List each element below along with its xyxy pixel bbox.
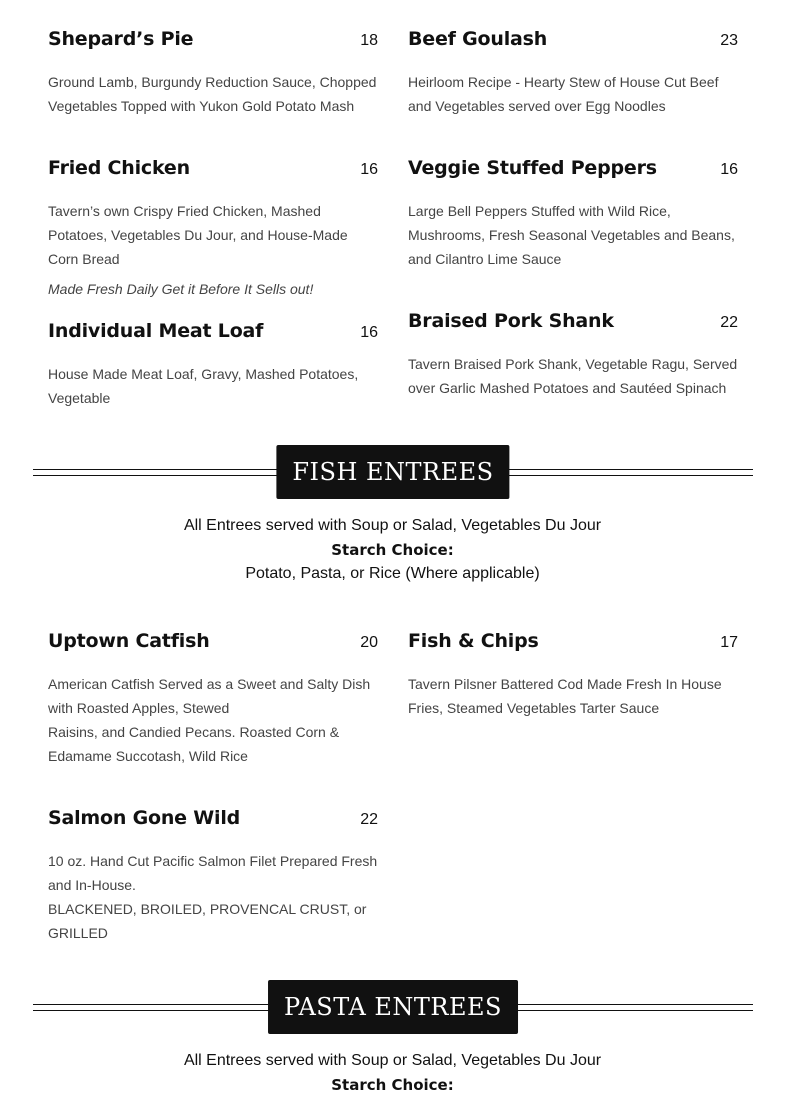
item-description-line: 10 oz. Hand Cut Pacific Salmon Filet Prepared Fresh and In-House. bbox=[48, 853, 378, 893]
menu-item-uptown-catfish bbox=[48, 630, 378, 768]
item-price: 23 bbox=[720, 32, 738, 49]
menu-item-beef-goulash bbox=[408, 28, 738, 118]
item-price: 20 bbox=[360, 634, 378, 651]
item-description bbox=[48, 672, 378, 768]
item-price: 22 bbox=[360, 811, 378, 828]
fish-entrees-header bbox=[33, 445, 753, 499]
section-title: PASTA ENTREES bbox=[268, 980, 518, 1034]
item-description bbox=[408, 199, 738, 271]
item-name: Beef Goulash bbox=[408, 28, 548, 50]
menu-item-shepards-pie bbox=[48, 28, 378, 118]
item-name: Veggie Stuffed Peppers bbox=[408, 157, 657, 179]
item-price: 16 bbox=[720, 161, 738, 178]
starch-choice-label: Starch Choice: bbox=[331, 541, 454, 559]
menu-item-veggie-stuffed-peppers bbox=[408, 157, 738, 271]
item-description-line: Ground Lamb, Burgundy Reduction Sauce, Chopped Vegetables Topped with Yukon Gold Potato Mash bbox=[48, 74, 377, 114]
item-description bbox=[48, 70, 378, 118]
menu-item-fish-and-chips bbox=[408, 630, 738, 720]
menu-item-braised-pork-shank bbox=[408, 310, 738, 400]
item-name: Uptown Catfish bbox=[48, 630, 210, 652]
menu-item-individual-meat-loaf bbox=[48, 320, 378, 410]
item-name: Fried Chicken bbox=[48, 157, 190, 179]
item-description bbox=[48, 362, 378, 410]
item-price: 18 bbox=[360, 32, 378, 49]
item-name: Individual Meat Loaf bbox=[48, 320, 264, 342]
item-description bbox=[408, 672, 738, 720]
item-note: Made Fresh Daily Get it Before It Sells out! bbox=[48, 281, 314, 297]
item-description-line: Raisins, and Candied Pecans. Roasted Corn & Edamame Succotash, Wild Rice bbox=[48, 724, 340, 764]
starch-choice-label: Starch Choice: bbox=[331, 1076, 454, 1094]
item-name: Salmon Gone Wild bbox=[48, 807, 241, 829]
item-name: Braised Pork Shank bbox=[408, 310, 614, 332]
item-name: Shepard’s Pie bbox=[48, 28, 194, 50]
item-description-line: House Made Meat Loaf, Gravy, Mashed Potatoes, Vegetable bbox=[48, 366, 359, 406]
item-price: 17 bbox=[720, 634, 738, 651]
item-description-line: Heirloom Recipe - Hearty Stew of House Cut Beef and Vegetables served over Egg Noodles bbox=[408, 74, 719, 114]
menu-item-fried-chicken bbox=[48, 157, 378, 301]
item-name: Fish & Chips bbox=[408, 630, 539, 652]
item-description bbox=[48, 849, 378, 945]
item-description bbox=[48, 199, 378, 271]
item-description-line: American Catfish Served as a Sweet and Salty Dish with Roasted Apples, Stewed bbox=[48, 676, 371, 716]
sub-line: All Entrees served with Soup or Salad, Vegetables Du Jour bbox=[183, 1052, 602, 1069]
item-price: 22 bbox=[720, 314, 738, 331]
item-description bbox=[408, 352, 738, 400]
pasta-entrees-header bbox=[33, 980, 753, 1034]
item-description-line: Large Bell Peppers Stuffed with Wild Rice, Mushrooms, Fresh Seasonal Vegetables and Beans, and Cilantro Lime Sauce bbox=[408, 203, 735, 267]
item-description-line: Tavern Pilsner Battered Cod Made Fresh In House Fries, Steamed Vegetables Tarter Sauce bbox=[408, 676, 722, 716]
item-description-line: BLACKENED, BROILED, PROVENCAL CRUST, or GRILLED bbox=[48, 901, 367, 941]
item-description-line: Tavern’s own Crispy Fried Chicken, Mashed Potatoes, Vegetables Du Jour, and House-Made Corn Bread bbox=[48, 203, 348, 267]
fish-section-subtitle bbox=[0, 514, 785, 586]
item-description-line: Tavern Braised Pork Shank, Vegetable Ragu, Served over Garlic Mashed Potatoes and Sautéed Spinach bbox=[408, 356, 738, 396]
menu-item-salmon-gone-wild bbox=[48, 807, 378, 945]
sub-line: Potato, Pasta, or Rice (Where applicable) bbox=[245, 565, 540, 582]
item-price: 16 bbox=[360, 161, 378, 178]
sub-line: All Entrees served with Soup or Salad, Vegetables Du Jour bbox=[183, 517, 602, 534]
pasta-section-subtitle bbox=[0, 1049, 785, 1097]
item-price: 16 bbox=[360, 324, 378, 341]
section-title: FISH ENTREES bbox=[276, 445, 509, 499]
item-description bbox=[408, 70, 738, 118]
